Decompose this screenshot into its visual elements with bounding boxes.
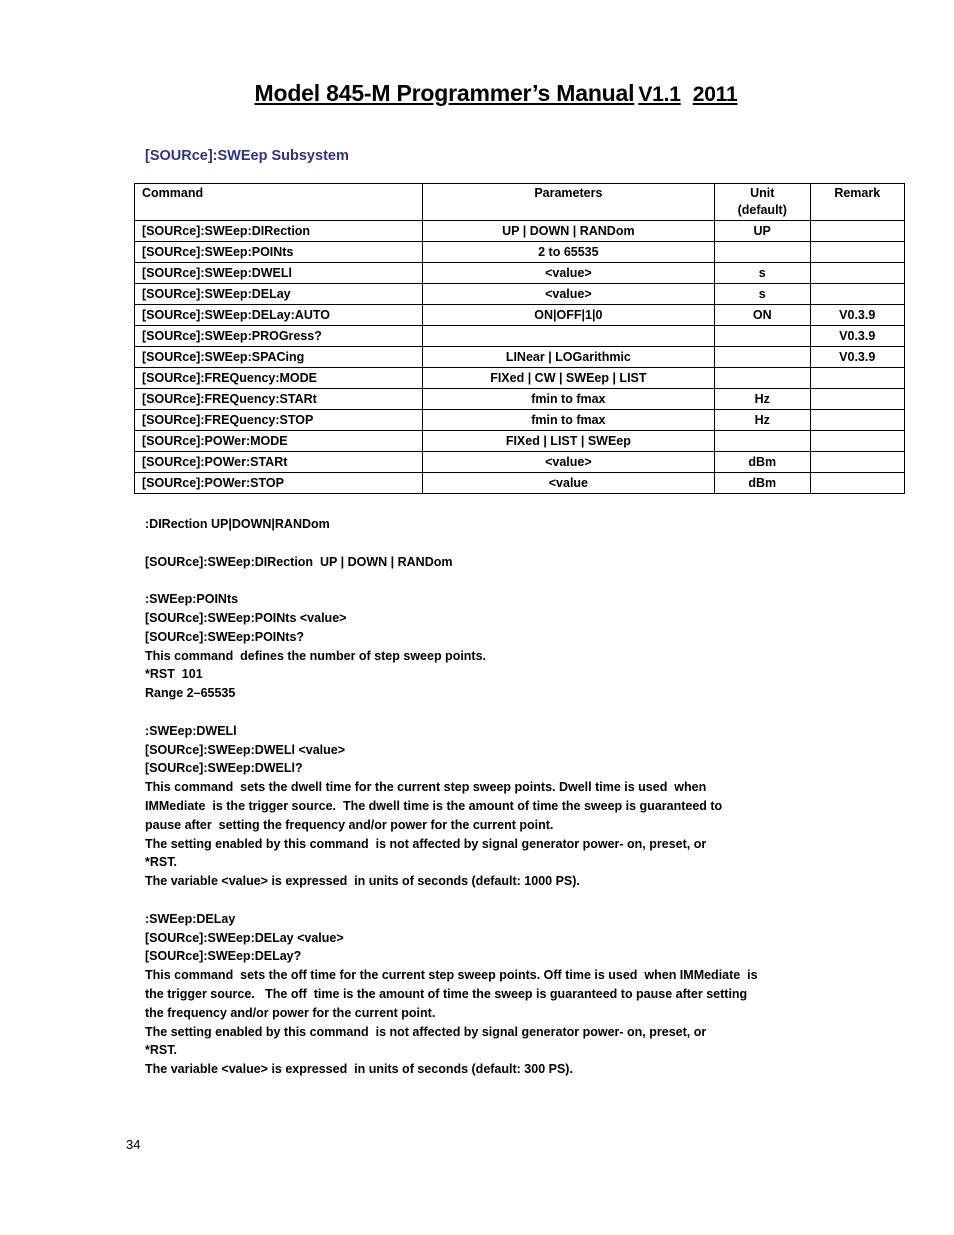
- cell-unit: [714, 326, 810, 347]
- title-text: Model 845-M Programmer’s Manual: [254, 80, 635, 106]
- section-heading: [SOURce]:SWEep Subsystem: [145, 148, 349, 164]
- cell-parameters: UP | DOWN | RANDom: [422, 221, 714, 242]
- title-version: V1.1: [638, 83, 681, 106]
- cell-unit: [714, 347, 810, 368]
- delay-description-6: The variable <value> is expressed in units of seconds (default: 300 PS).: [145, 1062, 573, 1077]
- cell-command: [SOURce]:SWEep:PROGress?: [135, 326, 423, 347]
- dwell-description-2: IMMediate is the trigger source. The dwell time is the amount of time the sweep is guaranteed to: [145, 798, 723, 813]
- cell-remark: V0.3.9: [810, 347, 905, 368]
- cell-unit: [714, 242, 810, 263]
- table-row: [135, 221, 905, 242]
- table-row: [135, 326, 905, 347]
- cell-remark: [810, 221, 905, 242]
- points-rst: *RST 101: [145, 667, 203, 682]
- cell-parameters: fmin to fmax: [422, 389, 714, 410]
- cell-parameters: fmin to fmax: [422, 410, 714, 431]
- cell-parameters: FIXed | LIST | SWEep: [422, 431, 714, 452]
- header-unit: Unit (default): [714, 184, 810, 221]
- cell-remark: [810, 473, 905, 494]
- dwell-description-4: The setting enabled by this command is not affected by signal generator power- on, preset, or: [145, 836, 707, 851]
- cell-remark: [810, 410, 905, 431]
- cell-parameters: ON|OFF|1|0: [422, 305, 714, 326]
- cell-parameters: FIXed | CW | SWEep | LIST: [422, 368, 714, 389]
- cell-command: [SOURce]:SWEep:DIRection: [135, 221, 423, 242]
- dwell-description-6: The variable <value> is expressed in units of seconds (default: 1000 PS).: [145, 874, 580, 889]
- table-row: [135, 284, 905, 305]
- cell-remark: V0.3.9: [810, 305, 905, 326]
- cell-remark: [810, 452, 905, 473]
- header-remark: Remark: [810, 184, 905, 221]
- cell-command: [SOURce]:SWEep:SPACing: [135, 347, 423, 368]
- cell-command: [SOURce]:POWer:STOP: [135, 473, 423, 494]
- points-range: Range 2–65535: [145, 686, 236, 701]
- direction-heading: :DIRection UP|DOWN|RANDom: [145, 517, 330, 531]
- dwell-description-5: *RST.: [145, 855, 177, 870]
- cell-command: [SOURce]:SWEep:POINts: [135, 242, 423, 263]
- delay-description-2: the trigger source. The off time is the amount of time the sweep is guaranteed to pause after setting: [145, 986, 748, 1001]
- cell-command: [SOURce]:SWEep:DWELl: [135, 263, 423, 284]
- dwell-description-1: This command sets the dwell time for the current step sweep points. Dwell time is used when: [145, 780, 707, 795]
- cell-unit: [714, 368, 810, 389]
- cell-command: [SOURce]:POWer:MODE: [135, 431, 423, 452]
- spacer: [145, 703, 825, 722]
- points-heading: :SWEep:POINts: [145, 592, 239, 607]
- cell-unit: dBm: [714, 473, 810, 494]
- title-year: 2011: [692, 83, 738, 106]
- table-row: [135, 368, 905, 389]
- cell-remark: [810, 431, 905, 452]
- cell-parameters: [422, 326, 714, 347]
- table-row: [135, 305, 905, 326]
- cell-command: [SOURce]:FREQuency:STOP: [135, 410, 423, 431]
- cell-unit: Hz: [714, 410, 810, 431]
- page-number: 34: [126, 1137, 141, 1152]
- dwell-set-syntax: [SOURce]:SWEep:DWELl <value>: [145, 742, 346, 757]
- table-row: [135, 263, 905, 284]
- dwell-description-3: pause after setting the frequency and/or power for the current point.: [145, 817, 554, 832]
- cell-remark: V0.3.9: [810, 326, 905, 347]
- cell-command: [SOURce]:SWEep:DELay:AUTO: [135, 305, 423, 326]
- cell-command: [SOURce]:FREQuency:MODE: [135, 368, 423, 389]
- table-row: [135, 410, 905, 431]
- table-header-row: [135, 184, 905, 221]
- delay-set-syntax: [SOURce]:SWEep:DELay <value>: [145, 930, 344, 945]
- delay-heading: :SWEep:DELay: [145, 911, 236, 926]
- command-table: [134, 183, 905, 494]
- points-description: This command defines the number of step sweep points.: [145, 648, 487, 663]
- cell-command: [SOURce]:FREQuency:STARt: [135, 389, 423, 410]
- table-row: [135, 242, 905, 263]
- table-row: [135, 473, 905, 494]
- cell-parameters: LINear | LOGarithmic: [422, 347, 714, 368]
- cell-unit: UP: [714, 221, 810, 242]
- cell-unit: s: [714, 263, 810, 284]
- cell-unit: [714, 431, 810, 452]
- delay-description-4: The setting enabled by this command is not affected by signal generator power- on, preset, or: [145, 1024, 707, 1039]
- points-query-syntax: [SOURce]:SWEep:POINts?: [145, 629, 305, 644]
- direction-syntax: [SOURce]:SWEep:DIRection UP | DOWN | RANDom: [145, 554, 453, 569]
- delay-query-syntax: [SOURce]:SWEep:DELay?: [145, 949, 302, 964]
- header-parameters: Parameters: [422, 184, 714, 221]
- table-row: [135, 452, 905, 473]
- cell-parameters: <value>: [422, 452, 714, 473]
- cell-parameters: <value>: [422, 284, 714, 305]
- cell-unit: s: [714, 284, 810, 305]
- delay-description-5: *RST.: [145, 1043, 177, 1058]
- cell-remark: [810, 368, 905, 389]
- cell-unit: Hz: [714, 389, 810, 410]
- cell-parameters: <value>: [422, 263, 714, 284]
- table-row: [135, 347, 905, 368]
- cell-parameters: 2 to 65535: [422, 242, 714, 263]
- cell-unit: dBm: [714, 452, 810, 473]
- cell-unit: ON: [714, 305, 810, 326]
- cell-remark: [810, 242, 905, 263]
- cell-command: [SOURce]:POWer:STARt: [135, 452, 423, 473]
- header-command: Command: [135, 184, 423, 221]
- dwell-heading: :SWEep:DWELl: [145, 723, 237, 738]
- body-text: [145, 515, 825, 1079]
- points-set-syntax: [SOURce]:SWEep:POINts <value>: [145, 610, 347, 625]
- cell-remark: [810, 284, 905, 305]
- table-row: [135, 431, 905, 452]
- cell-command: [SOURce]:SWEep:DELay: [135, 284, 423, 305]
- cell-remark: [810, 389, 905, 410]
- cell-remark: [810, 263, 905, 284]
- delay-description-1: This command sets the off time for the current step sweep points. Off time is used when IMMediate is: [145, 968, 758, 983]
- table-row: [135, 389, 905, 410]
- spacer: [145, 571, 825, 590]
- cell-parameters: <value: [422, 473, 714, 494]
- delay-description-3: the frequency and/or power for the current point.: [145, 1005, 436, 1020]
- page-title: [0, 80, 954, 107]
- spacer: [145, 534, 825, 553]
- dwell-query-syntax: [SOURce]:SWEep:DWELl?: [145, 761, 303, 776]
- spacer: [145, 891, 825, 910]
